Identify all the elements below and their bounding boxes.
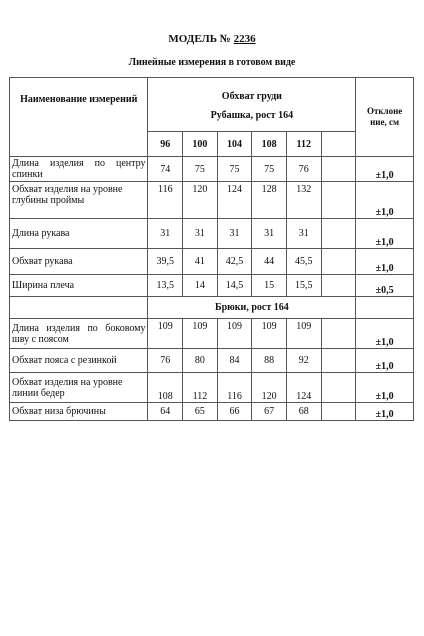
empty-cell: [356, 297, 414, 319]
size-header: 112: [286, 132, 321, 157]
row-label: Длина рукава: [10, 219, 148, 249]
table-row: [10, 319, 414, 349]
empty-cell: [321, 373, 356, 403]
table-row: [10, 157, 414, 182]
cell-value: 116: [217, 373, 252, 403]
cell-value: 75: [183, 157, 218, 182]
pants-header-row: [10, 297, 414, 319]
table-row: [10, 219, 414, 249]
row-label: Обхват пояса с резинкой: [10, 349, 148, 373]
empty-cell: [321, 219, 356, 249]
chest-header: Обхват груди: [221, 90, 282, 102]
table-row: [10, 182, 414, 219]
empty-cell: [321, 132, 356, 157]
cell-value: 109: [148, 319, 183, 349]
table-row: [10, 349, 414, 373]
size-header: 108: [252, 132, 287, 157]
cell-value: 44: [252, 249, 287, 275]
measurements-table: [9, 77, 414, 421]
row-label: Длина изделия по центру спинки: [10, 157, 148, 182]
cell-value: 42,5: [217, 249, 252, 275]
cell-value: 124: [217, 182, 252, 219]
document-title: [0, 33, 424, 45]
cell-value: 109: [217, 319, 252, 349]
cell-value: 108: [148, 373, 183, 403]
cell-value: 66: [217, 403, 252, 421]
cell-value: 80: [183, 349, 218, 373]
empty-cell: [10, 297, 148, 319]
cell-value: 39,5: [148, 249, 183, 275]
cell-value: 31: [286, 219, 321, 249]
row-label: Обхват изделия на уровне линии бедер: [10, 373, 148, 403]
empty-cell: [321, 249, 356, 275]
empty-cell: [321, 157, 356, 182]
tolerance-header: Отклоне ние, см: [356, 78, 414, 157]
cell-value: 74: [148, 157, 183, 182]
model-label: МОДЕЛЬ №: [168, 33, 231, 45]
tolerance-value: ±1,0: [356, 219, 414, 249]
row-label: Обхват низа брючины: [10, 403, 148, 421]
cell-value: 31: [183, 219, 218, 249]
pants-header: Брюки, рост 164: [148, 297, 356, 319]
cell-value: 132: [286, 182, 321, 219]
tolerance-value: ±0,5: [356, 275, 414, 297]
cell-value: 15,5: [286, 275, 321, 297]
cell-value: 64: [148, 403, 183, 421]
empty-cell: [321, 319, 356, 349]
cell-value: 88: [252, 349, 287, 373]
cell-value: 76: [286, 157, 321, 182]
empty-cell: [321, 403, 356, 421]
cell-value: 128: [252, 182, 287, 219]
model-number: 2236: [233, 33, 256, 45]
cell-value: 120: [183, 182, 218, 219]
cell-value: 124: [286, 373, 321, 403]
row-label: Ширина плеча: [10, 275, 148, 297]
table-row: [10, 249, 414, 275]
cell-value: 31: [148, 219, 183, 249]
tolerance-value: ±1,0: [356, 319, 414, 349]
empty-cell: [321, 182, 356, 219]
cell-value: 109: [183, 319, 218, 349]
cell-value: 84: [217, 349, 252, 373]
cell-value: 109: [286, 319, 321, 349]
size-header: 96: [148, 132, 183, 157]
table-row: [10, 403, 414, 421]
cell-value: 120: [252, 373, 287, 403]
cell-value: 92: [286, 349, 321, 373]
cell-value: 112: [183, 373, 218, 403]
cell-value: 109: [252, 319, 287, 349]
cell-value: 14,5: [217, 275, 252, 297]
cell-value: 68: [286, 403, 321, 421]
cell-value: 75: [217, 157, 252, 182]
document-subtitle: Линейные измерения в готовом виде: [128, 57, 296, 68]
empty-cell: [321, 275, 356, 297]
cell-value: 31: [252, 219, 287, 249]
cell-value: 75: [252, 157, 287, 182]
chest-header-cell: [148, 78, 356, 132]
tolerance-value: ±1,0: [356, 373, 414, 403]
size-header: 104: [217, 132, 252, 157]
tolerance-value: ±1,0: [356, 249, 414, 275]
cell-value: 41: [183, 249, 218, 275]
cell-value: 65: [183, 403, 218, 421]
table-row: [10, 275, 414, 297]
shirt-header: Рубашка, рост 164: [210, 109, 294, 121]
cell-value: 116: [148, 182, 183, 219]
table-row: [10, 373, 414, 403]
cell-value: 15: [252, 275, 287, 297]
row-label: Обхват изделия на уровне глубины проймы: [10, 182, 148, 219]
tolerance-value: ±1,0: [356, 157, 414, 182]
cell-value: 14: [183, 275, 218, 297]
cell-value: 67: [252, 403, 287, 421]
row-label: Длина изделия по боковому шву с поясом: [10, 319, 148, 349]
header-row: [10, 78, 414, 132]
cell-value: 13,5: [148, 275, 183, 297]
tolerance-value: ±1,0: [356, 182, 414, 219]
tolerance-value: ±1,0: [356, 403, 414, 421]
cell-value: 76: [148, 349, 183, 373]
name-header: Наименование измерений: [10, 78, 148, 157]
cell-value: 45,5: [286, 249, 321, 275]
row-label: Обхват рукава: [10, 249, 148, 275]
cell-value: 31: [217, 219, 252, 249]
tolerance-value: ±1,0: [356, 349, 414, 373]
size-header: 100: [183, 132, 218, 157]
empty-cell: [321, 349, 356, 373]
